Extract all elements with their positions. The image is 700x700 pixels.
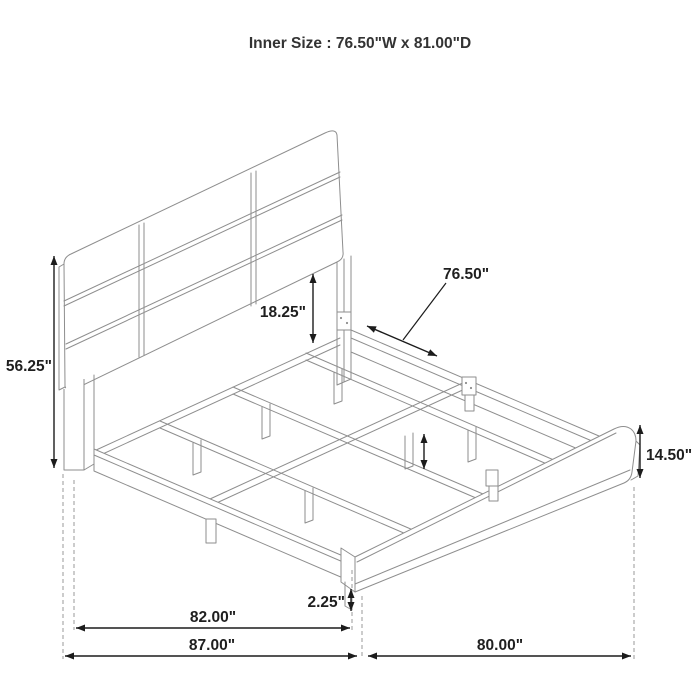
rail-bracket-headboard [337,312,351,330]
dimension-label-headboard-inner-height: 18.25" [259,304,306,321]
diagram-title: Inner Size : 76.50"W x 81.00"D [248,35,472,52]
dimension-label-overall-width: 80.00" [476,637,524,654]
support-legs [193,369,476,523]
dim-headboard-height [6,256,54,468]
dim-overall-width [368,637,631,656]
side-rail-front [94,449,357,584]
dimension-label-footboard-base-gap: 2.25" [307,594,345,611]
dim-footboard-base-gap [307,589,351,611]
dimension-label-inner-width: 76.50" [443,266,490,283]
dim-inner-width [367,266,489,356]
dim-overall-depth [65,637,357,656]
dimension-label-headboard-height: 56.25" [5,358,52,375]
headboard-panel [59,131,343,390]
dimension-label-overall-depth: 87.00" [188,637,236,654]
rail-foot [206,519,216,543]
headboard-post-left [64,375,94,470]
dim-footboard-height [640,425,692,478]
dimension-label-slat-platform-depth: 82.00" [189,609,237,626]
headboard-post-right [337,256,351,385]
rail-bracket-mid [462,377,476,395]
dimension-label-footboard-height: 14.50" [646,447,693,464]
dim-slat-platform-depth [76,609,350,628]
rail-bracket-footboard [486,470,498,486]
